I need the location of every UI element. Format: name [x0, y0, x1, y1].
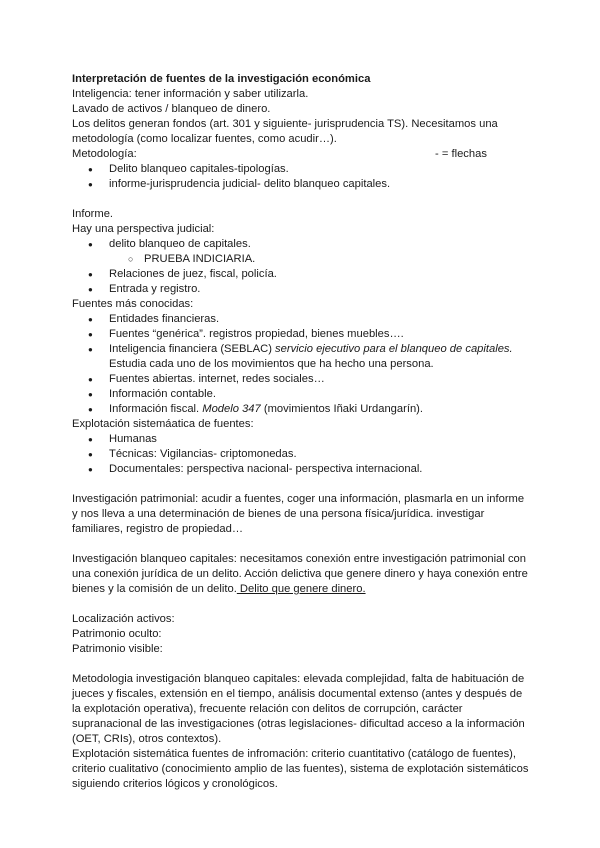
spacer — [72, 597, 528, 612]
metodologia-row — [72, 147, 528, 162]
explotacion-fuentes-line: Explotación sistemática fuentes de infromación: criterio cuantitativo (catálogo de fuentes), — [72, 748, 517, 760]
blanqueo-line: una conexión jurídica de un delito. Acción delictiva que genere dinero y haya conexión entre — [72, 568, 528, 580]
sub-list-item: ○ PRUEBA INDICIARIA. — [72, 252, 528, 267]
underlined-phrase: Delito que genere dinero. — [236, 583, 366, 595]
explotacion-fuentes-line: siguiendo criterios lógicos y cronológicos. — [72, 778, 278, 790]
list-item — [72, 342, 528, 372]
metodologia-inv-line: jueces y fiscales, extensión en el tiempo, análisis documental extenso (antes y después de — [72, 688, 523, 700]
list-item: ● Fuentes abiertas. internet, redes sociales… — [72, 372, 528, 387]
spacer — [72, 537, 528, 552]
explotacion-heading: Explotación sistemáatica de fuentes: — [72, 418, 254, 430]
document-body — [72, 72, 528, 792]
metodologia-label: Metodología: — [72, 148, 137, 160]
list-item: ● Fuentes “genérica”. registros propiedad, bienes muebles…. — [72, 327, 528, 342]
spacer — [72, 192, 528, 207]
blanqueo-text: bienes y la comisión de un delito. — [72, 583, 237, 595]
activos-line: Localización activos: — [72, 613, 175, 625]
list-item-text: Información fiscal. — [109, 403, 203, 415]
metodologia-inv-line: la explotación operativa), frecuente relación con delitos de corrupción, carácter — [72, 703, 463, 715]
informe-heading: Informe. — [72, 208, 114, 220]
metodologia-inv-line: Metodologia investigación blanqueo capitales: elevada complejidad, falta de habituación de — [72, 673, 525, 685]
informe-list — [72, 237, 528, 297]
list-item-text: (movimientos Iñaki Urdangarín). — [260, 403, 424, 415]
patrimonial-line: y nos lleva a una determinación de bienes de una persona física/jurídica. investigar — [72, 508, 485, 520]
spacer — [72, 477, 528, 492]
list-item-text: Inteligencia financiera (SEBLAC) — [109, 343, 276, 355]
list-item-continuation: Estudia cada uno de los movimientos que ha hecho una persona. — [109, 358, 434, 370]
patrimonial-line: Investigación patrimonial: acudir a fuentes, coger una información, plasmarla en un informe — [72, 493, 525, 505]
explotacion-list — [72, 432, 528, 477]
list-item — [72, 402, 528, 417]
fuentes-heading: Fuentes más conocidas: — [72, 298, 194, 310]
list-item: ● Entidades financieras. — [72, 312, 528, 327]
document-title: Interpretación de fuentes de la investigación económica — [72, 73, 371, 85]
metodologia-list — [72, 162, 528, 192]
metodologia-inv-line: supranacional de las investigaciones (otras legislaciones- dificultad acceso a la información — [72, 718, 525, 730]
blanqueo-line: Investigación blanqueo capitales: necesitamos conexión entre investigación patrimonial con — [72, 553, 526, 565]
explotacion-fuentes-line: criterio cualitativo (conocimiento amplio de las fuentes), sistema de explotación sistemáticos — [72, 763, 529, 775]
list-item: ● Documentales: perspectiva nacional- perspectiva internacional. — [72, 462, 528, 477]
list-item: ● Entrada y registro. — [72, 282, 528, 297]
list-item: ● informe-jurisprudencia judicial- delito blanqueo capitales. — [72, 177, 528, 192]
metodologia-inv-line: (OET, CRIs), otros contextos). — [72, 733, 222, 745]
seblac-definition: servicio ejecutivo para el blanqueo de capitales. — [275, 343, 513, 355]
activos-line: Patrimonio oculto: — [72, 628, 162, 640]
patrimonial-line: familiares, registro de propiedad… — [72, 523, 244, 535]
spacer — [72, 657, 528, 672]
flechas-note: - = flechas — [435, 148, 487, 160]
list-item: ● Humanas — [72, 432, 528, 447]
intro-line: metodología (como localizar fuentes, como acudir…). — [72, 133, 337, 145]
intro-line: Los delitos generan fondos (art. 301 y siguiente- jurisprudencia TS). Necesitamos una — [72, 118, 498, 130]
activos-line: Patrimonio visible: — [72, 643, 163, 655]
fuentes-list — [72, 312, 528, 417]
list-item: ● Delito blanqueo capitales-tipologías. — [72, 162, 528, 177]
list-item: ● Relaciones de juez, fiscal, policía. — [72, 267, 528, 282]
intro-line: Inteligencia: tener información y saber utilizarla. — [72, 88, 309, 100]
list-item: ● delito blanqueo de capitales. — [72, 237, 528, 252]
blanqueo-line — [72, 582, 528, 597]
perspectiva-text: Hay una perspectiva judicial: — [72, 223, 215, 235]
list-item-line — [109, 342, 528, 357]
modelo-347: Modelo 347 — [202, 403, 261, 415]
list-item: ● Técnicas: Vigilancias- criptomonedas. — [72, 447, 528, 462]
intro-line: Lavado de activos / blanqueo de dinero. — [72, 103, 271, 115]
list-item: ● Información contable. — [72, 387, 528, 402]
